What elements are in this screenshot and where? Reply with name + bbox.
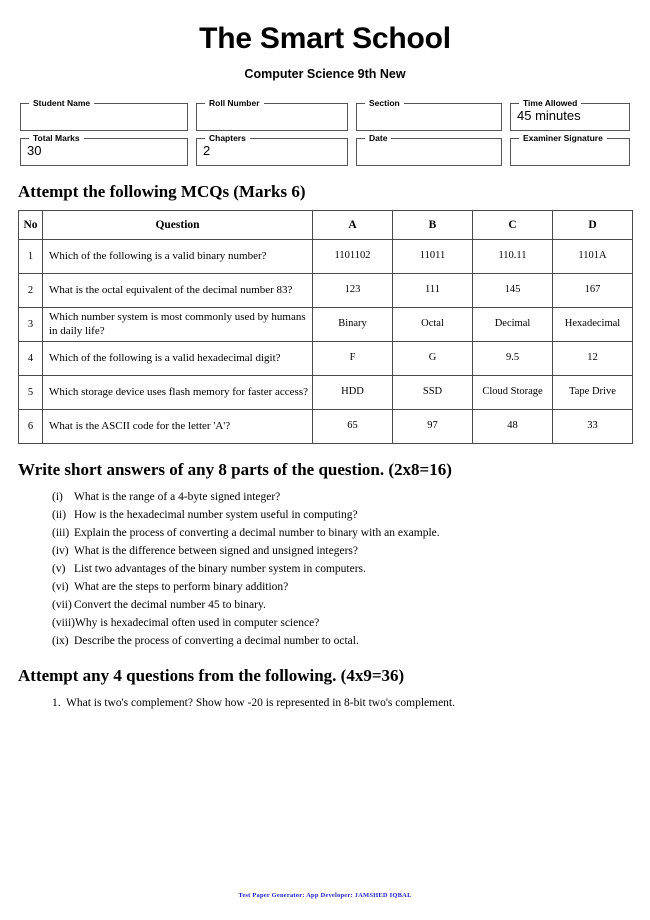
cell-option-c: Cloud Storage bbox=[473, 376, 553, 410]
column-header-no: No bbox=[19, 211, 43, 240]
field-student-name-label: Student Name bbox=[33, 98, 91, 108]
item-marker: (viii) bbox=[52, 617, 75, 629]
mcq-table-body bbox=[19, 240, 633, 444]
document-footer bbox=[0, 884, 650, 902]
student-info-row-1 bbox=[18, 99, 632, 131]
cell-option-c: 48 bbox=[473, 410, 553, 444]
cell-option-a: F bbox=[313, 342, 393, 376]
table-row bbox=[19, 410, 633, 444]
cell-option-b: Octal bbox=[393, 308, 473, 342]
item-text: List two advantages of the binary number system in computers. bbox=[74, 563, 366, 575]
field-date-label: Date bbox=[369, 133, 388, 143]
list-item bbox=[52, 614, 632, 632]
document-subtitle: Computer Science 9th New bbox=[244, 67, 406, 81]
mcq-table-header bbox=[19, 211, 633, 240]
field-chapters-value: 2 bbox=[203, 143, 211, 158]
list-item bbox=[52, 596, 632, 614]
item-text: Convert the decimal number 45 to binary. bbox=[74, 599, 266, 611]
long-questions-list bbox=[18, 694, 632, 712]
column-header-a: A bbox=[313, 211, 393, 240]
cell-option-b: SSD bbox=[393, 376, 473, 410]
field-examiner-signature-label: Examiner Signature bbox=[523, 133, 603, 143]
field-roll-number-label: Roll Number bbox=[209, 98, 260, 108]
item-text: What are the steps to perform binary addition? bbox=[74, 581, 289, 593]
long-questions-section-heading: Attempt any 4 questions from the following. (4x9=36) bbox=[18, 666, 405, 685]
list-item bbox=[52, 506, 632, 524]
field-total-marks-value: 30 bbox=[27, 143, 42, 158]
column-header-question: Question bbox=[43, 211, 313, 240]
field-roll-number[interactable] bbox=[196, 99, 348, 131]
short-answers-section-heading: Write short answers of any 8 parts of the question. (2x8=16) bbox=[18, 460, 452, 479]
table-header-row bbox=[19, 211, 633, 240]
item-marker: (vi) bbox=[52, 581, 69, 593]
document-header bbox=[18, 0, 632, 82]
list-item bbox=[52, 542, 632, 560]
item-text: Why is hexadecimal often used in computer science? bbox=[75, 617, 320, 629]
mcq-section-heading: Attempt the following MCQs (Marks 6) bbox=[18, 182, 306, 201]
cell-option-c: Decimal bbox=[473, 308, 553, 342]
field-date[interactable] bbox=[356, 134, 502, 166]
cell-question: What is the ASCII code for the letter 'A'? bbox=[43, 410, 313, 444]
item-marker: (vii) bbox=[52, 599, 72, 611]
column-header-d: D bbox=[553, 211, 633, 240]
cell-option-b: G bbox=[393, 342, 473, 376]
cell-option-a: HDD bbox=[313, 376, 393, 410]
list-item bbox=[52, 632, 632, 650]
cell-option-d: 33 bbox=[553, 410, 633, 444]
cell-option-c: 110.11 bbox=[473, 240, 553, 274]
item-text: Describe the process of converting a decimal number to octal. bbox=[74, 635, 359, 647]
item-marker: (ix) bbox=[52, 635, 69, 647]
list-item bbox=[52, 694, 632, 712]
list-item bbox=[52, 524, 632, 542]
cell-no: 5 bbox=[19, 376, 43, 410]
field-section[interactable] bbox=[356, 99, 502, 131]
item-text: Explain the process of converting a decimal number to binary with an example. bbox=[74, 527, 440, 539]
mcq-table bbox=[18, 210, 633, 444]
item-text: What is two's complement? Show how -20 is represented in 8-bit two's complement. bbox=[66, 697, 456, 709]
item-marker: 1. bbox=[52, 697, 61, 709]
cell-option-d: Hexadecimal bbox=[553, 308, 633, 342]
cell-option-b: 97 bbox=[393, 410, 473, 444]
student-info-grid bbox=[18, 99, 632, 166]
column-header-b: B bbox=[393, 211, 473, 240]
field-chapters-label: Chapters bbox=[209, 133, 246, 143]
item-marker: (ii) bbox=[52, 509, 67, 521]
item-text: How is the hexadecimal number system useful in computing? bbox=[74, 509, 358, 521]
field-time-allowed-value: 45 minutes bbox=[517, 108, 581, 123]
item-marker: (i) bbox=[52, 491, 63, 503]
field-student-name[interactable] bbox=[20, 99, 188, 131]
cell-option-c: 145 bbox=[473, 274, 553, 308]
table-row bbox=[19, 240, 633, 274]
field-time-allowed[interactable] bbox=[510, 99, 630, 131]
list-item bbox=[52, 578, 632, 596]
field-total-marks[interactable] bbox=[20, 134, 188, 166]
footer-credit: Test Paper Generator: App Developer: JAMSHED IQBAL bbox=[238, 892, 412, 899]
field-time-allowed-label: Time Allowed bbox=[523, 98, 578, 108]
cell-question: Which storage device uses flash memory for faster access? bbox=[43, 376, 313, 410]
field-total-marks-label: Total Marks bbox=[33, 133, 80, 143]
cell-option-d: 12 bbox=[553, 342, 633, 376]
list-item bbox=[52, 488, 632, 506]
cell-option-a: 65 bbox=[313, 410, 393, 444]
short-answers-list bbox=[18, 488, 632, 650]
cell-option-c: 9.5 bbox=[473, 342, 553, 376]
cell-no: 6 bbox=[19, 410, 43, 444]
item-marker: (v) bbox=[52, 563, 66, 575]
cell-no: 1 bbox=[19, 240, 43, 274]
table-row bbox=[19, 274, 633, 308]
item-marker: (iv) bbox=[52, 545, 69, 557]
item-marker: (iii) bbox=[52, 527, 70, 539]
table-row bbox=[19, 308, 633, 342]
cell-no: 2 bbox=[19, 274, 43, 308]
table-row bbox=[19, 342, 633, 376]
cell-option-b: 11011 bbox=[393, 240, 473, 274]
cell-option-d: Tape Drive bbox=[553, 376, 633, 410]
cell-option-a: 123 bbox=[313, 274, 393, 308]
student-info-row-2 bbox=[18, 134, 632, 166]
cell-no: 3 bbox=[19, 308, 43, 342]
cell-no: 4 bbox=[19, 342, 43, 376]
field-section-label: Section bbox=[369, 98, 400, 108]
cell-option-a: Binary bbox=[313, 308, 393, 342]
cell-question: What is the octal equivalent of the decimal number 83? bbox=[43, 274, 313, 308]
list-item bbox=[52, 560, 632, 578]
cell-question: Which of the following is a valid binary number? bbox=[43, 240, 313, 274]
cell-option-b: 111 bbox=[393, 274, 473, 308]
column-header-c: C bbox=[473, 211, 553, 240]
cell-question: Which number system is most commonly used by humans in daily life? bbox=[43, 308, 313, 342]
cell-option-d: 1101A bbox=[553, 240, 633, 274]
item-text: What is the range of a 4-byte signed integer? bbox=[74, 491, 281, 503]
item-text: What is the difference between signed and unsigned integers? bbox=[74, 545, 358, 557]
school-title: The Smart School bbox=[199, 22, 451, 55]
cell-option-a: 1101102 bbox=[313, 240, 393, 274]
cell-question: Which of the following is a valid hexadecimal digit? bbox=[43, 342, 313, 376]
field-examiner-signature[interactable] bbox=[510, 134, 630, 166]
cell-option-d: 167 bbox=[553, 274, 633, 308]
field-chapters[interactable] bbox=[196, 134, 348, 166]
table-row bbox=[19, 376, 633, 410]
